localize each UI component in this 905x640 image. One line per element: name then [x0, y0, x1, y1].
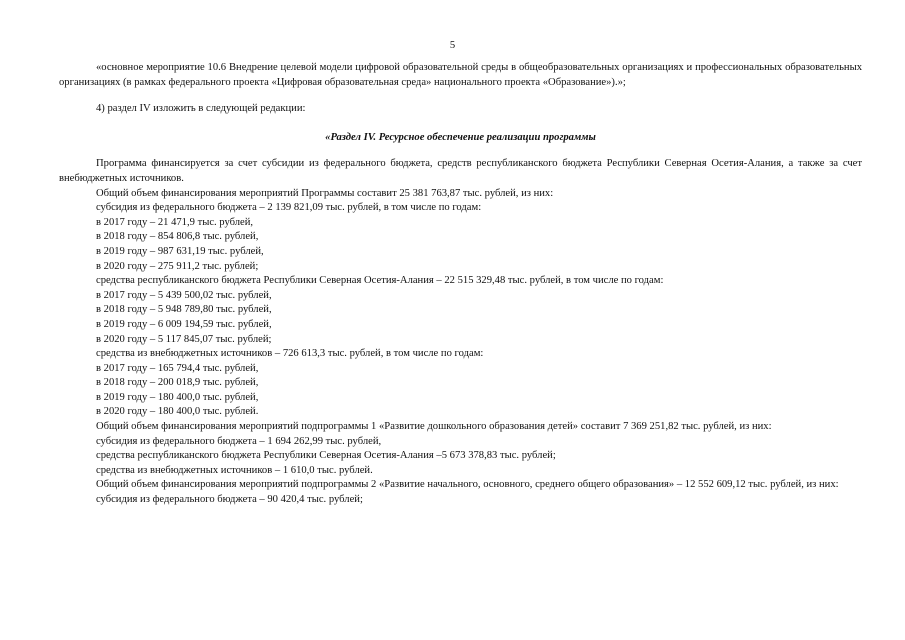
financing-line: средства из внебюджетных источников – 726 613,3 тыс. рублей, в том числе по годам:: [96, 348, 484, 360]
section-heading: «Раздел IV. Ресурсное обеспечение реализации программы: [325, 131, 596, 143]
page-content: [59, 61, 862, 508]
financing-line: в 2018 году – 200 018,9 тыс. рублей,: [96, 377, 259, 389]
financing-line: в 2017 году – 165 794,4 тыс. рублей,: [96, 362, 259, 374]
financing-line: в 2019 году – 180 400,0 тыс. рублей,: [96, 391, 259, 403]
financing-line: Общий объем финансирования мероприятий Программы составит 25 381 763,87 тыс. рублей, из них:: [96, 187, 554, 199]
financing-line: в 2018 году – 854 806,8 тыс. рублей,: [96, 231, 259, 243]
financing-line: в 2019 году – 6 009 194,59 тыс. рублей,: [96, 318, 272, 330]
program-financing-list: [59, 187, 862, 421]
financing-line: в 2017 году – 5 439 500,02 тыс. рублей,: [96, 289, 272, 301]
financing-line: в 2017 году – 21 471,9 тыс. рублей,: [96, 216, 254, 228]
paragraph-subprogram-1: Общий объем финансирования мероприятий подпрограммы 1 «Развитие дошкольного образования детей» составит 7 369 251,82 тыс. рублей, из них:: [96, 421, 772, 433]
paragraph-subprogram-2: Общий объем финансирования мероприятий подпрограммы 2 «Развитие начального, основного, среднего общего образования» – 12 552 609,12 тыс. рублей, из них:: [96, 479, 839, 491]
financing-line: средства республиканского бюджета Республики Северная Осетия-Алания –5 673 378,83 тыс. рублей;: [96, 450, 556, 462]
subprogram-2-financing-list: [59, 493, 862, 508]
financing-line: субсидия из федерального бюджета – 2 139 821,09 тыс. рублей, в том числе по годам:: [96, 202, 482, 214]
paragraph-activity-10-6: «основное мероприятие 10.6 Внедрение целевой модели цифровой образовательной среды в общеобразовательных организациях и профессиональных образовательных организациях (в рамках федерального проекта «Цифровая образовательная среда» национального проекта «Образование»).»;: [59, 62, 862, 88]
subprogram-1-financing-list: [59, 435, 862, 479]
financing-line: субсидия из федерального бюджета – 1 694 262,99 тыс. рублей,: [96, 435, 382, 447]
financing-line: в 2018 году – 5 948 789,80 тыс. рублей,: [96, 304, 272, 316]
financing-line: средства республиканского бюджета Республики Северная Осетия-Алания – 22 515 329,48 тыс. рублей, в том числе по годам:: [96, 275, 664, 287]
financing-line: в 2019 году – 987 631,19 тыс. рублей,: [96, 245, 264, 257]
page-number: 5: [449, 40, 456, 51]
financing-line: средства из внебюджетных источников – 1 610,0 тыс. рублей.: [96, 464, 373, 476]
financing-line: в 2020 году – 180 400,0 тыс. рублей.: [96, 406, 259, 418]
financing-line: в 2020 году – 275 911,2 тыс. рублей;: [96, 260, 259, 272]
paragraph-section-iv-intro: 4) раздел IV изложить в следующей редакции:: [96, 103, 306, 115]
paragraph-financing-sources: Программа финансируется за счет субсидии из федерального бюджета, средств республиканского бюджета Республики Северная Осетия-Алания, а также за счет внебюджетных источников.: [59, 158, 862, 184]
financing-line: субсидия из федерального бюджета – 90 420,4 тыс. рублей;: [96, 494, 363, 506]
financing-line: в 2020 году – 5 117 845,07 тыс. рублей;: [96, 333, 272, 345]
